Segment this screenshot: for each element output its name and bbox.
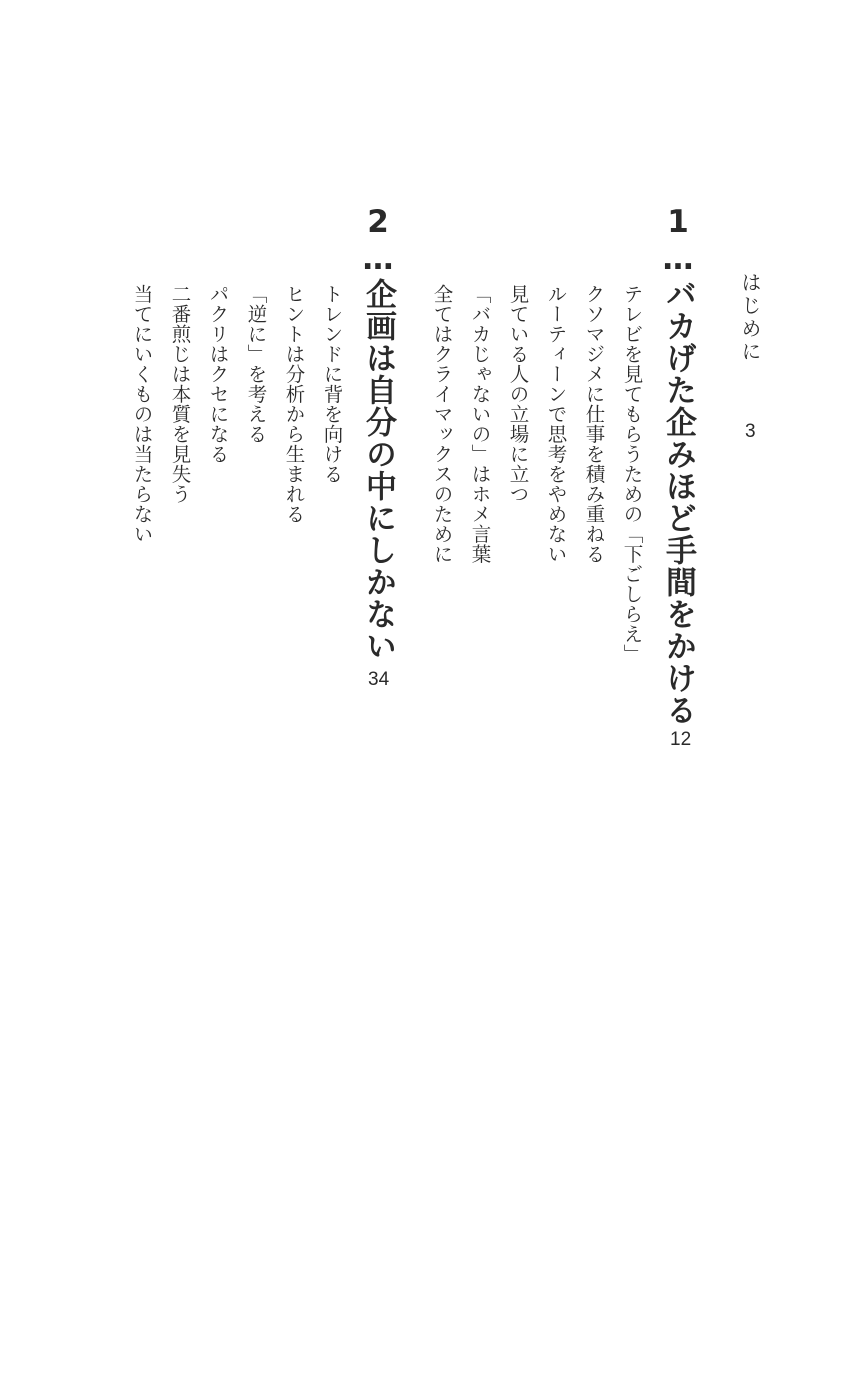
- chapter-2-section-4: パクリはクセになる: [206, 284, 230, 464]
- chapter-2-section-2: ヒントは分析から生まれる: [282, 284, 306, 524]
- chapter-1-section-5: 「バカじゃないの」はホメ言葉: [468, 284, 492, 564]
- chapter-1-title: バカげた企みほど手間をかける: [660, 278, 696, 726]
- chapter-1-heading: [660, 204, 696, 726]
- intro-label: はじめに: [738, 272, 762, 364]
- chapter-1-section-2: クソマジメに仕事を積み重ねる: [582, 284, 606, 564]
- intro-page-number: 3: [745, 421, 756, 442]
- chapter-1-section-6: 全てはクライマックスのために: [430, 284, 454, 564]
- chapter-2-number: 2…: [360, 204, 396, 278]
- chapter-2-section-5: 二番煎じは本質を見失う: [168, 284, 192, 504]
- chapter-2-heading: [360, 204, 396, 662]
- chapter-2-page-number: 34: [368, 669, 390, 690]
- chapter-2-section-6: 当てにいくものは当たらない: [130, 284, 154, 544]
- chapter-2-section-3: 「逆に」を考える: [244, 284, 268, 444]
- chapter-2-section-1: トレンドに背を向ける: [320, 284, 344, 484]
- chapter-1-page-number: 12: [670, 729, 692, 750]
- chapter-1-section-3: ルーティーンで思考をやめない: [544, 284, 568, 564]
- chapter-1-number: 1…: [660, 204, 696, 278]
- chapter-2-title: 企画は自分の中にしかない: [360, 278, 396, 662]
- chapter-1-section-1: テレビを見てもらうための「下ごしらえ」: [620, 284, 644, 664]
- chapter-1-section-4: 見ている人の立場に立つ: [506, 284, 530, 504]
